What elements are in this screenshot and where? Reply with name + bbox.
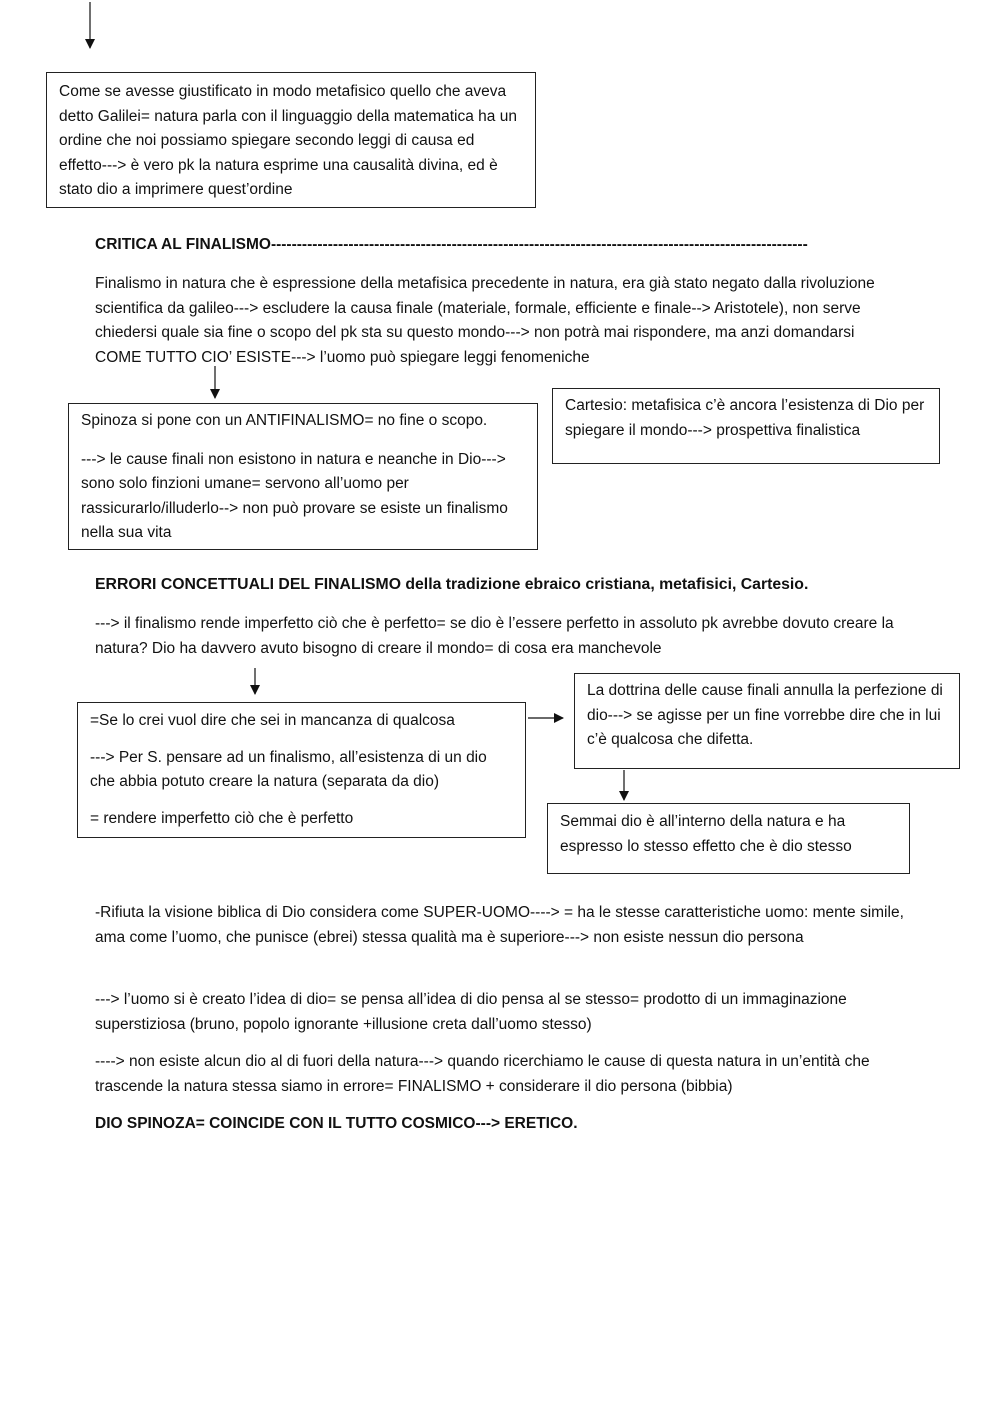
closing-final-statement: DIO SPINOZA= COINCIDE CON IL TUTTO COSMICO---> ERETICO. xyxy=(95,1115,578,1132)
dottrina-text: La dottrina delle cause finali annulla la perfezione di dio---> se agisse per un fine vorrebbe dire che in lui c’è qualcosa che difetta. xyxy=(587,682,943,748)
critica-heading: CRITICA AL FINALISMO-------------------------------------------------------------------------------------------------------- xyxy=(95,236,808,253)
cartesio-text: Cartesio: metafisica c’è ancora l’esistenza di Dio per spiegare il mondo---> prospettiva finalistica xyxy=(565,397,925,439)
spinoza-box xyxy=(68,403,538,550)
galilei-box xyxy=(46,72,536,208)
galilei-text: Come se avesse giustificato in modo metafisico quello che aveva detto Galilei= natura parla con il linguaggio della matematica ha un ordine che noi possiamo spiegare secondo leggi di causa ed effetto---> è vero pk la natura esprime una causalità divina, ed è stato dio a imprimere quest’ordine xyxy=(59,83,517,198)
errori-paragraph: ---> il finalismo rende imperfetto ciò che è perfetto= se dio è l’essere perfetto in assoluto pk avrebbe dovuto creare la natura? Dio ha davvero avuto bisogno di creare il mondo= di cosa era manchevole xyxy=(95,615,894,657)
closing-paragraph-1: -Rifiuta la visione biblica di Dio considera come SUPER-UOMO----> = ha le stesse caratteristiche uomo: mente simile, ama come l’uomo, che punisce (ebrei) stessa qualità ma è superiore---> non esiste nessun dio persona xyxy=(95,904,904,946)
closing-paragraph-2: ---> l’uomo si è creato l’idea di dio= se pensa all’idea di dio pensa al se stesso= prodotto di un immaginazione superstiziosa (bruno, popolo ignorante +illusione creta dall’uomo stesso) xyxy=(95,991,847,1033)
crei-line3: = rendere imperfetto ciò che è perfetto xyxy=(90,809,354,827)
semmai-text: Semmai dio è all’interno della natura e ha espresso lo stesso effetto che è dio stesso xyxy=(560,813,852,855)
cartesio-box xyxy=(552,388,940,464)
crei-box xyxy=(77,702,526,838)
errori-heading: ERRORI CONCETTUALI DEL FINALISMO della tradizione ebraico cristiana, metafisici, Cartesio. xyxy=(95,576,809,593)
crei-line1: =Se lo crei vuol dire che sei in mancanza di qualcosa xyxy=(90,712,455,729)
spinoza-line1: Spinoza si pone con un ANTIFINALISMO= no fine o scopo. xyxy=(81,412,488,429)
crei-line2: ---> Per S. pensare ad un finalismo, all’esistenza di un dio che abbia potuto creare la natura (separata da dio) xyxy=(90,748,487,790)
semmai-box xyxy=(547,803,910,874)
closing-paragraph-3: ----> non esiste alcun dio al di fuori della natura---> quando ricerchiamo le cause di questa natura in un’entità che trascende la natura stessa siamo in errore= FINALISMO + considerare il dio persona (bibbia) xyxy=(95,1053,870,1095)
spinoza-line2: ---> le cause finali non esistono in natura e neanche in Dio---> sono solo finzioni umane= servono all’uomo per rassicurarlo/illuderlo--> non può provare se esiste un finalismo nella sua vita xyxy=(81,450,508,541)
dottrina-box xyxy=(574,673,960,769)
critica-paragraph: Finalismo in natura che è espressione della metafisica precedente in natura, era già stato negato dalla rivoluzione scientifica da galileo---> escludere la causa finale (materiale, formale, efficiente e finale--> Aristotele), non serve chiedersi quale sia fine o scopo del pk sta su questo mondo---> non potrà mai rispondere, ma anzi domandarsi COME TUTTO CIO’ ESISTE---> l’uomo può spiegare leggi fenomeniche xyxy=(95,275,875,366)
